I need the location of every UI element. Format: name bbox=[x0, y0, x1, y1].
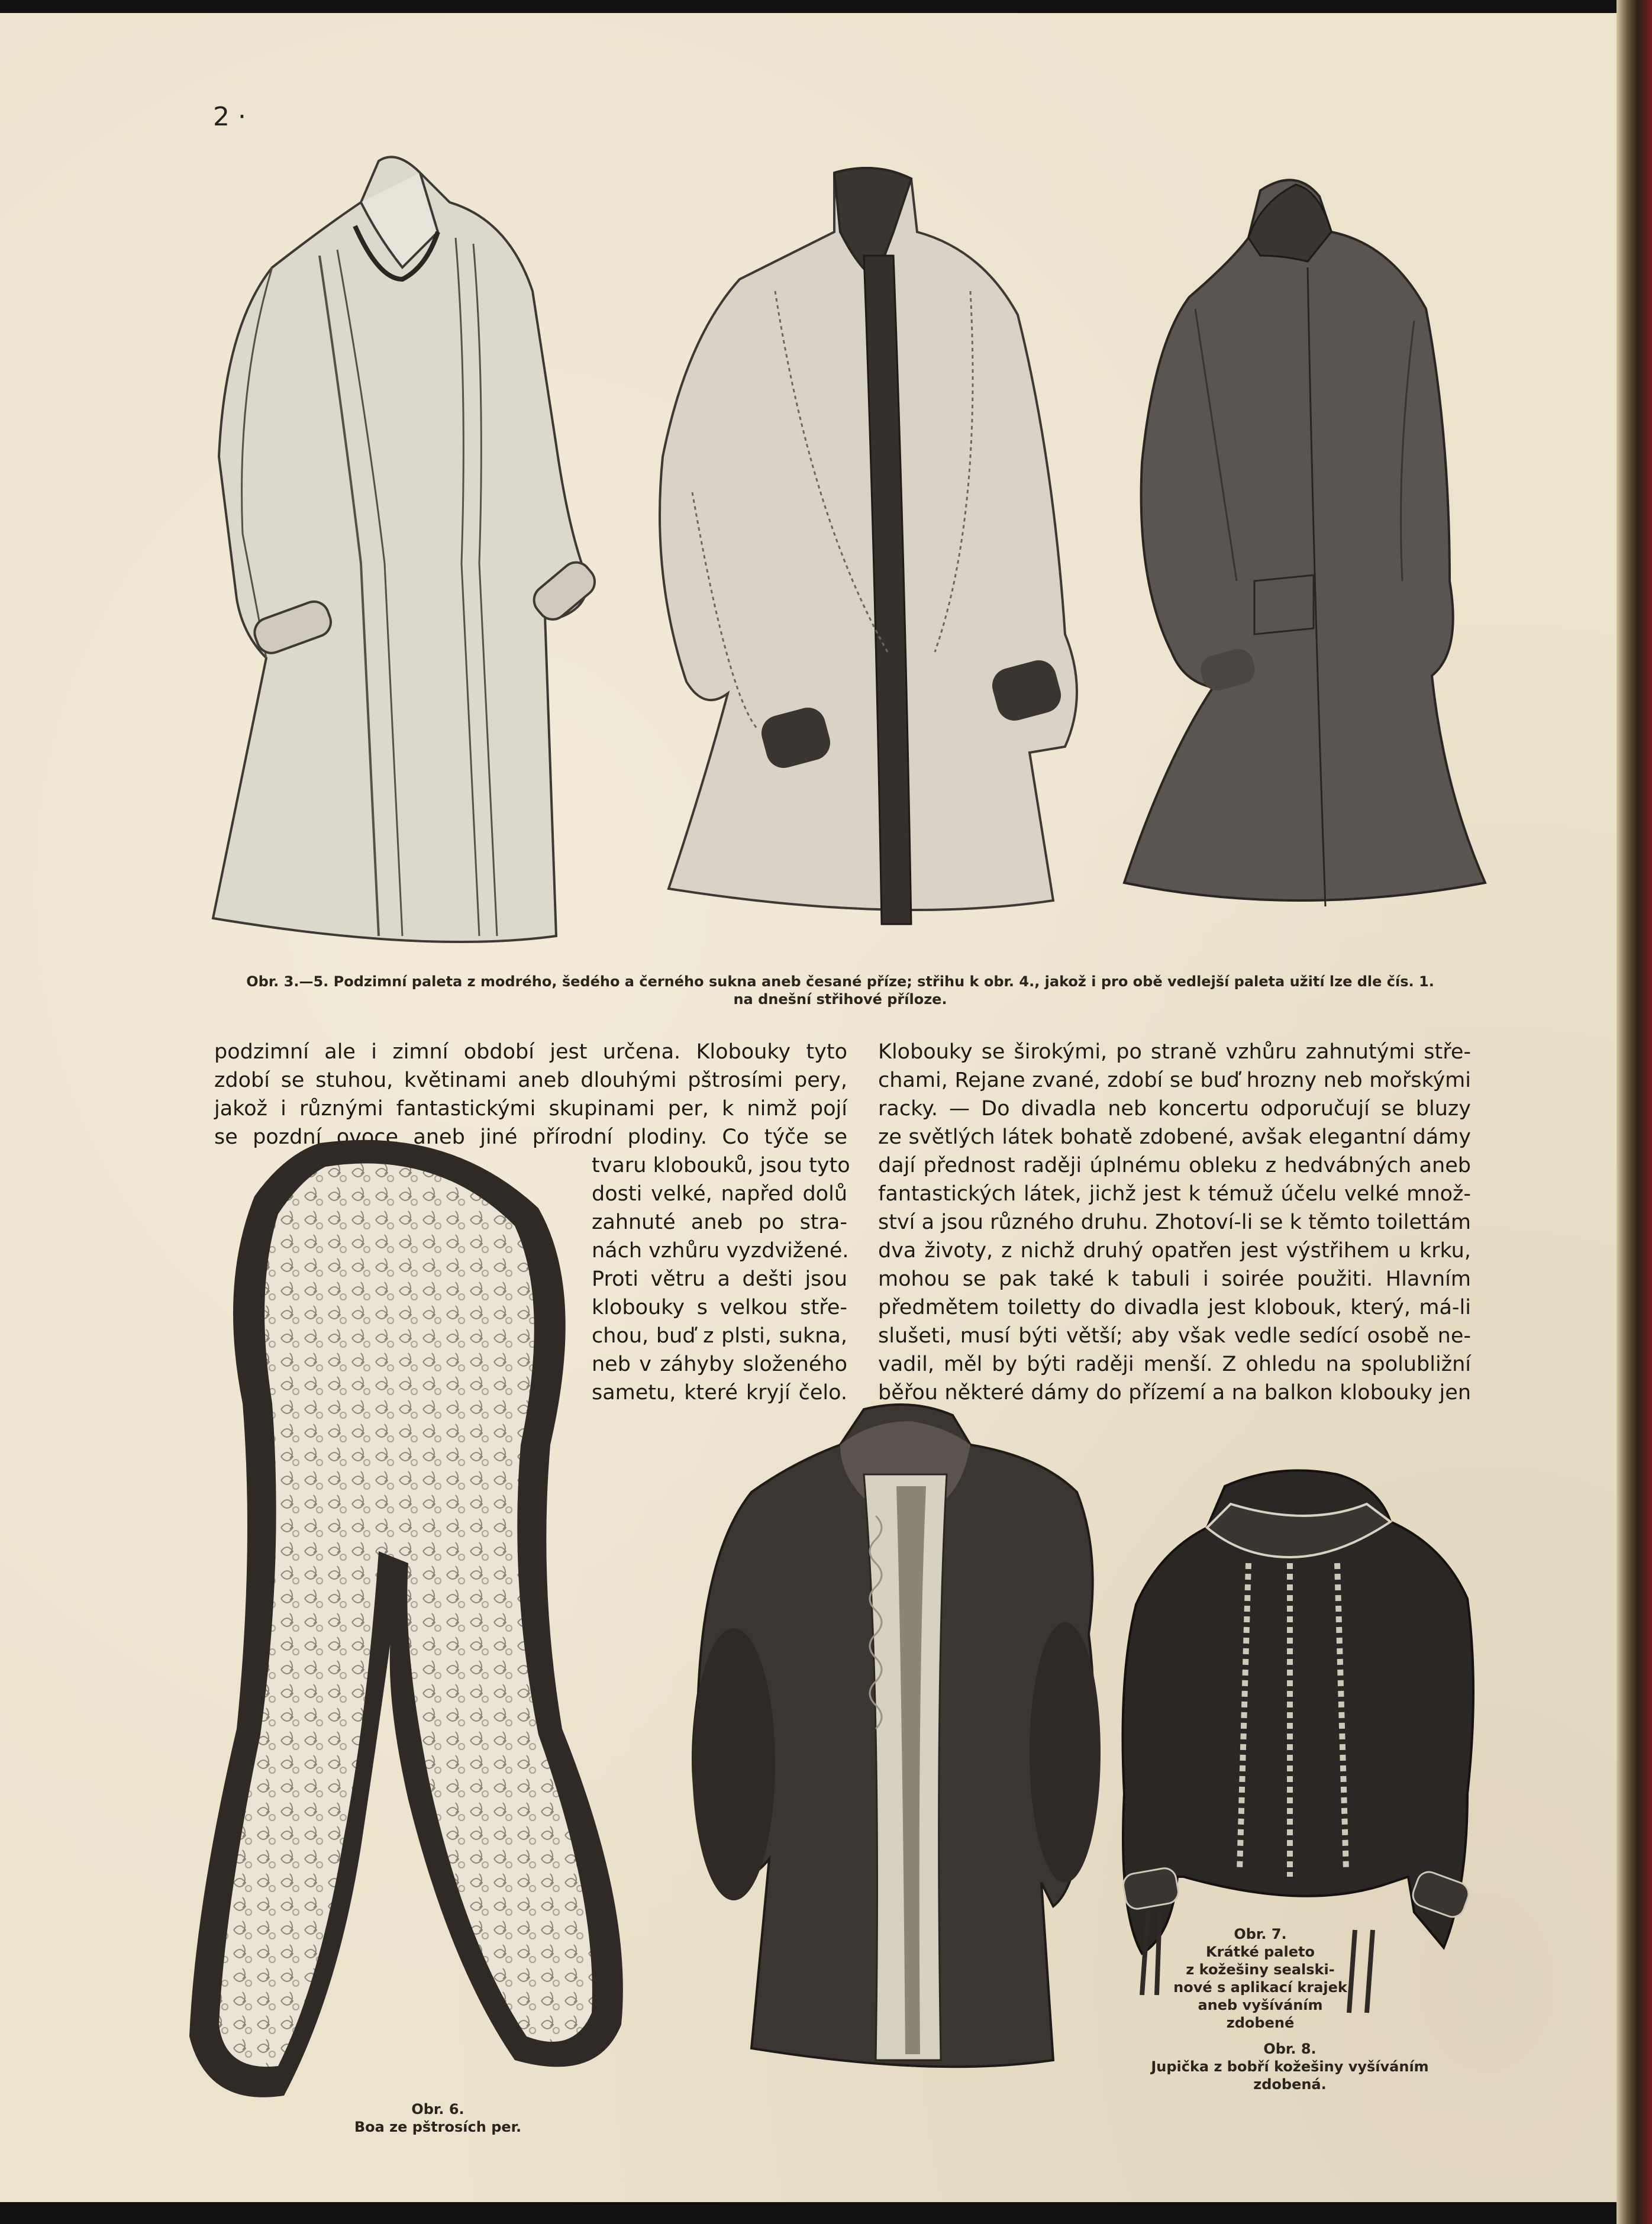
right-line-3: racky. — Do divadla neb koncertu odporučují se bluzy bbox=[878, 1097, 1471, 1121]
left-line-3: jakož i různými fantastickými skupinami per, k nimž pojí bbox=[214, 1097, 847, 1121]
right-line-11: slušeti, musí býti větší; aby však vedle sedící osobě ne- bbox=[878, 1324, 1471, 1348]
fig8-caption-line-2: Jupička z bobří kožešiny vyšíváním bbox=[1151, 2058, 1429, 2075]
left-narrow-line-8: neb v záhyby složeného bbox=[592, 1353, 847, 1376]
right-line-1: Klobouky se širokými, po straně vzhůru zahnutými stře- bbox=[878, 1040, 1471, 1064]
fig6-caption-line-1: Obr. 6. bbox=[411, 2101, 464, 2118]
magazine-page bbox=[0, 13, 1652, 2202]
right-line-13: běřou některé dámy do přízemí a na balkon klobouky jen bbox=[878, 1381, 1471, 1405]
fur-jacket-illustration-fig7 bbox=[686, 1397, 1172, 2078]
left-narrow-line-2: dosti velké, napřed dolů bbox=[592, 1182, 847, 1206]
coat-illustration-fig4 bbox=[639, 161, 1112, 936]
left-narrow-line-1: tvaru klobouků, jsou tyto bbox=[592, 1154, 850, 1177]
top-caption-line-1: Obr. 3.—5. Podzimní paleta z modrého, šedého a černého sukna aneb česané příze; střihu k obr. 4., jakož i pro obě vedlejší paleta užití lze dle čís. 1. bbox=[246, 973, 1434, 990]
fig7-caption-line-4: nové s aplikací krajek bbox=[1173, 1979, 1347, 1996]
right-line-7: ství a jsou různého druhu. Zhotoví-li se k těmto toilettám bbox=[878, 1211, 1471, 1234]
left-narrow-line-9: sametu, které kryjí čelo. bbox=[592, 1381, 847, 1405]
right-line-8: dva životy, z nichž druhý opatřen jest výstřihem u krku, bbox=[878, 1239, 1471, 1263]
right-line-2: chami, Rejane zvané, zdobí se buď hrozny neb mořskými bbox=[878, 1069, 1471, 1092]
fig6-caption bbox=[320, 2100, 556, 2136]
right-column-text bbox=[878, 1038, 1471, 1407]
left-narrow-line-3: zahnuté aneb po stra- bbox=[592, 1211, 847, 1234]
fig8-caption bbox=[1124, 2040, 1456, 2093]
fig7-caption-line-6: zdobené bbox=[1226, 2015, 1295, 2031]
left-narrow-line-4: nách vzhůru vyzdvižené. bbox=[592, 1239, 849, 1263]
left-narrow-line-5: Proti větru a dešti jsou bbox=[592, 1267, 847, 1291]
right-line-9: mohou se pak také k tabuli i soirée použiti. Hlavním bbox=[878, 1267, 1471, 1291]
left-column-text bbox=[214, 1038, 847, 1151]
left-line-1: podzimní ale i zimní období jest určena. Klobouky tyto bbox=[214, 1040, 847, 1064]
top-figure-caption bbox=[225, 973, 1456, 1008]
right-line-5: dají přednost raději úplnému obleku z hedvábných aneb bbox=[878, 1154, 1471, 1177]
right-line-10: předmětem toiletty do divadla jest klobouk, který, má-li bbox=[878, 1296, 1471, 1319]
right-line-12: vadil, měl by býti raději menší. Z ohledu na spolubližní bbox=[878, 1353, 1471, 1376]
right-line-6: fantastických látek, jichž jest k témuž účelu velké množ- bbox=[878, 1182, 1471, 1206]
page-number: 2 · bbox=[213, 102, 246, 132]
fig7-caption-line-2: Krátké paleto bbox=[1206, 1944, 1315, 1960]
fig8-caption-line-1: Obr. 8. bbox=[1263, 2041, 1317, 2057]
book-binding-edge bbox=[1616, 0, 1652, 2224]
coat-illustration-fig3 bbox=[201, 149, 615, 954]
top-caption-line-2: na dnešní střihové příloze. bbox=[733, 991, 947, 1008]
coat-illustration-fig5 bbox=[1118, 167, 1497, 930]
left-line-4: se pozdní ovoce aneb jiné přírodní plodiny. Co týče se bbox=[214, 1125, 847, 1149]
fig6-caption-line-2: Boa ze pštrosích per. bbox=[354, 2119, 522, 2135]
fig7-caption-line-5: aneb vyšíváním bbox=[1198, 1997, 1323, 2013]
right-line-4: ze světlých látek bohatě zdobené, avšak elegantní dámy bbox=[878, 1125, 1471, 1149]
fig7-caption-line-1: Obr. 7. bbox=[1234, 1926, 1287, 1942]
left-narrow-line-7: chou, buď z plsti, sukna, bbox=[592, 1324, 847, 1348]
left-narrow-line-6: klobouky s velkou stře- bbox=[592, 1296, 847, 1319]
boa-illustration-fig6 bbox=[183, 1137, 645, 2107]
fig8-caption-line-3: zdobená. bbox=[1253, 2076, 1327, 2093]
fig7-caption-line-3: z kožešiny sealski- bbox=[1186, 1961, 1335, 1978]
left-line-2: zdobí se stuhou, květinami aneb dlouhými pštrosími pery, bbox=[214, 1069, 847, 1092]
fig7-caption bbox=[1148, 1925, 1373, 2032]
